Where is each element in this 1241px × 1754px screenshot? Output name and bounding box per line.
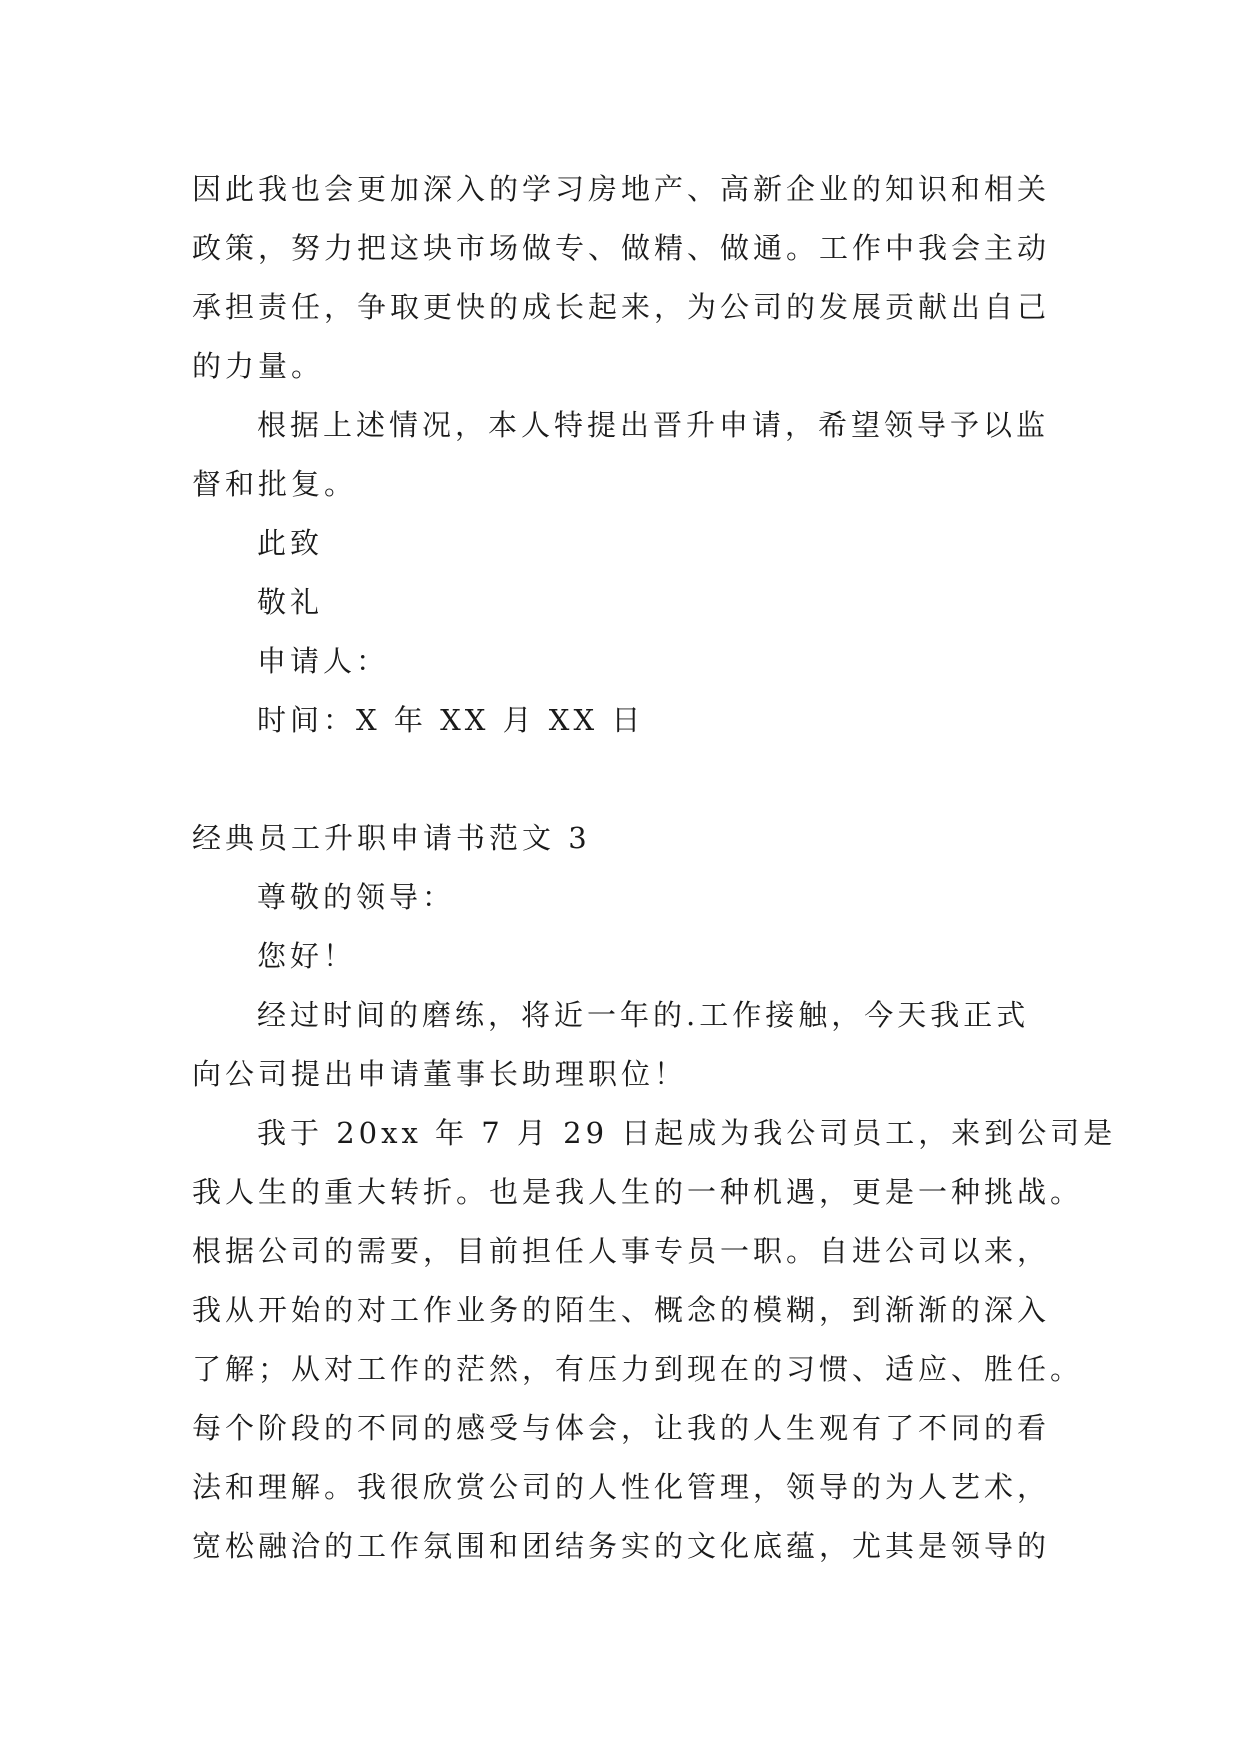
text-line: 每个阶段的不同的感受与体会，让我的人生观有了不同的看 — [192, 1411, 1051, 1445]
greeting: 您好！ — [257, 939, 357, 973]
text-line: 承担责任，争取更快的成长起来，为公司的发展贡献出自己 — [192, 290, 1051, 324]
text-line: 的力量。 — [192, 349, 325, 383]
applicant-line: 申请人： — [257, 644, 390, 678]
text-line: 宽松融洽的工作氛围和团结务实的文化底蕴，尤其是领导的 — [192, 1529, 1051, 1563]
paragraph-experience — [192, 1104, 1117, 1576]
paragraph-promotion-request — [192, 396, 1048, 514]
closing-jingli: 敬礼 — [257, 585, 324, 619]
text-line: 根据公司的需要，目前担任人事专员一职。自进公司以来， — [192, 1234, 1051, 1268]
closing-cizhi: 此致 — [257, 526, 324, 560]
text-line: 政策，努力把这块市场做专、做精、做通。工作中我会主动 — [192, 231, 1051, 265]
text-line: 因此我也会更加深入的学习房地产、高新企业的知识和相关 — [192, 172, 1051, 206]
text-line: 根据上述情况，本人特提出晋升申请，希望领导予以监 — [257, 408, 1050, 442]
document-body — [192, 160, 1117, 1576]
text-line: 我于 20xx 年 7 月 29 日起成为我公司员工，来到公司是 — [257, 1116, 1117, 1150]
text-line: 督和批复。 — [192, 467, 358, 501]
text-line: 法和理解。我很欣赏公司的人性化管理，领导的为人艺术， — [192, 1470, 1051, 1504]
text-line: 向公司提出申请董事长助理职位！ — [192, 1057, 688, 1091]
spacer — [192, 750, 1048, 809]
text-line: 经过时间的磨练，将近一年的.工作接触，今天我正式 — [257, 998, 1030, 1032]
text-line: 我人生的重大转折。也是我人生的一种机遇，更是一种挑战。 — [192, 1175, 1084, 1209]
salutation: 尊敬的领导： — [257, 880, 456, 914]
section-heading: 经典员工升职申请书范文 3 — [192, 821, 591, 855]
text-line: 了解；从对工作的茫然，有压力到现在的习惯、适应、胜任。 — [192, 1352, 1084, 1386]
paragraph-intro — [192, 986, 1048, 1104]
paragraph-study-commitment — [192, 160, 1051, 396]
date-line: 时间：X 年 XX 月 XX 日 — [257, 703, 645, 737]
text-line: 我从开始的对工作业务的陌生、概念的模糊，到渐渐的深入 — [192, 1293, 1051, 1327]
